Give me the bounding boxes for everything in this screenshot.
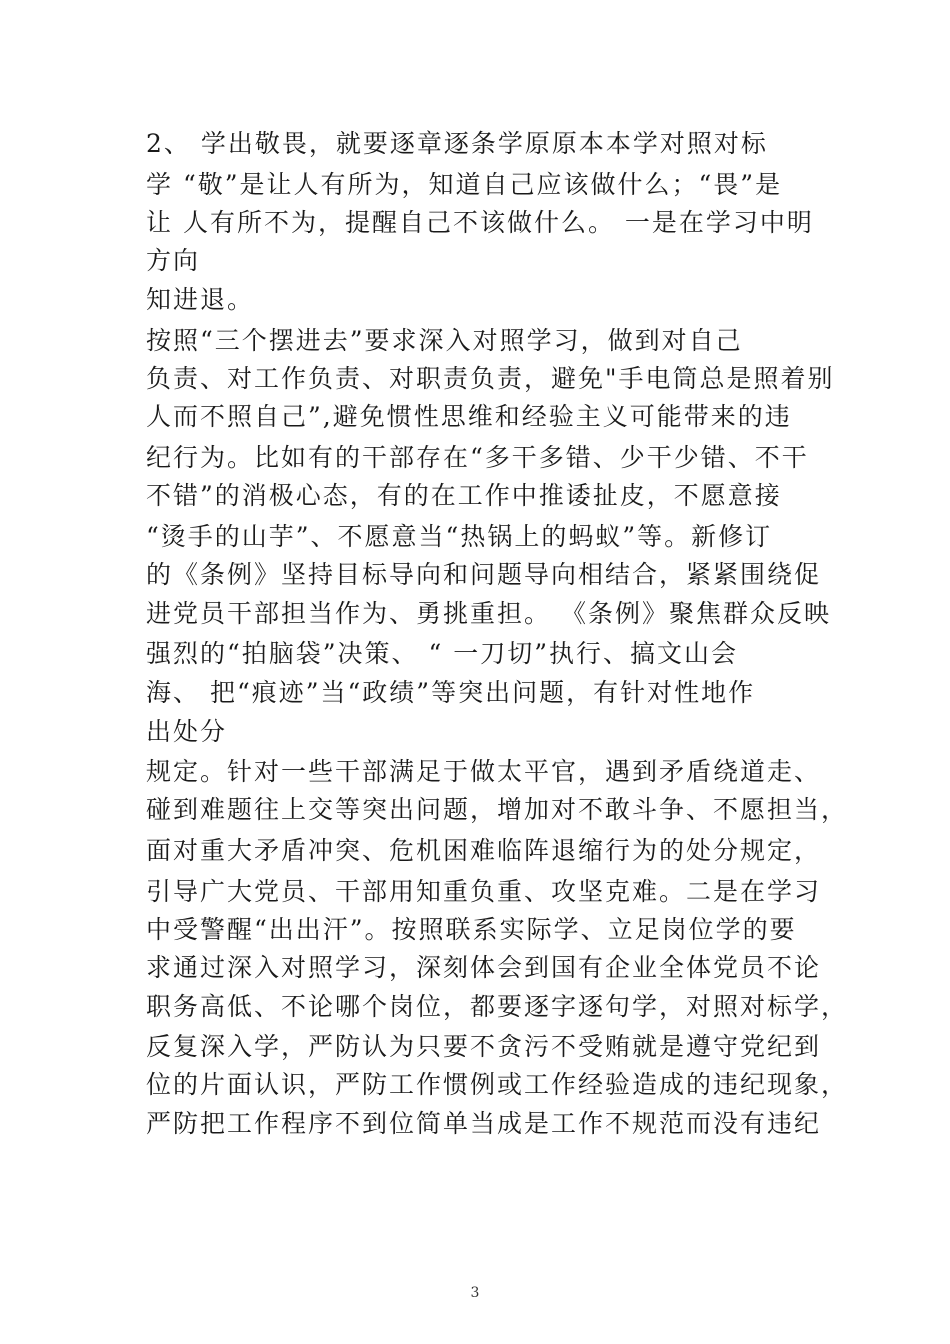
- text-line: 不错”的消极心态，有的在工作中推诿扯皮，不愿意接: [146, 481, 782, 510]
- text-line: 人而不照自己”,避免惯性思维和经验主义可能带来的违: [146, 402, 792, 431]
- text-line: 严防把工作程序不到位简单当成是工作不规范而没有违纪: [146, 1109, 822, 1138]
- text-line: 的《条例》坚持目标导向和问题导向相结合，紧紧围绕促: [146, 560, 822, 589]
- text-line: 进党员干部担当作为、勇挑重担。 《条例》聚焦群众反映: [146, 599, 831, 628]
- text-line: 纪行为。比如有的干部存在“多干多错、少干少错、不干: [146, 443, 809, 472]
- text-line: 求通过深入对照学习，深刻体会到国有企业全体党员不论: [146, 953, 822, 982]
- text-line: 出处分: [146, 717, 228, 746]
- text-line: “烫手的山芋”、不愿意当“热锅上的蚂蚁”等。新修订: [146, 522, 773, 551]
- text-line: 2、 学出敬畏，就要逐章逐条学原原本本学对照对标: [146, 129, 768, 158]
- text-line: 让 人有所不为，提醒自己不该做什么。 一是在学习中明: [146, 208, 814, 237]
- text-line: 强烈的“拍脑袋”决策、 “ 一刀切”执行、搞文山会: [146, 639, 739, 668]
- text-line: 学 “敬”是让人有所为，知道自己应该做什么；“畏”是: [146, 170, 783, 199]
- text-line: 方向: [146, 246, 201, 275]
- text-line: 反复深入学，严防认为只要不贪污不受贿就是遵守党纪到: [146, 1032, 822, 1061]
- text-line: 碰到难题往上交等突出问题，增加对不敢斗争、不愿担当，: [146, 795, 849, 824]
- text-line: 知进退。: [146, 285, 255, 314]
- text-line: 按照“三个摆进去”要求深入对照学习，做到对自己: [146, 326, 743, 355]
- text-line: 负责、对工作负责、对职责负责，避免"手电筒总是照着别: [146, 364, 835, 393]
- text-line: 引导广大党员、干部用知重负重、攻坚克难。二是在学习: [146, 877, 822, 906]
- text-line: 职务高低、不论哪个岗位，都要逐字逐句学，对照对标学，: [146, 992, 849, 1021]
- page-number: 3: [470, 1285, 480, 1301]
- text-line: 规定。针对一些干部满足于做太平官，遇到矛盾绕道走、: [146, 757, 822, 786]
- text-line: 中受警醒“出出汗”。按照联系实际学、立足岗位学的要: [146, 915, 797, 944]
- text-line: 海、 把“痕迹”当“政绩”等突出问题，有针对性地作: [146, 678, 756, 707]
- text-line: 位的片面认识，严防工作惯例或工作经验造成的违纪现象，: [146, 1070, 849, 1099]
- text-line: 面对重大矛盾冲突、危机困难临阵退缩行为的处分规定，: [146, 836, 822, 865]
